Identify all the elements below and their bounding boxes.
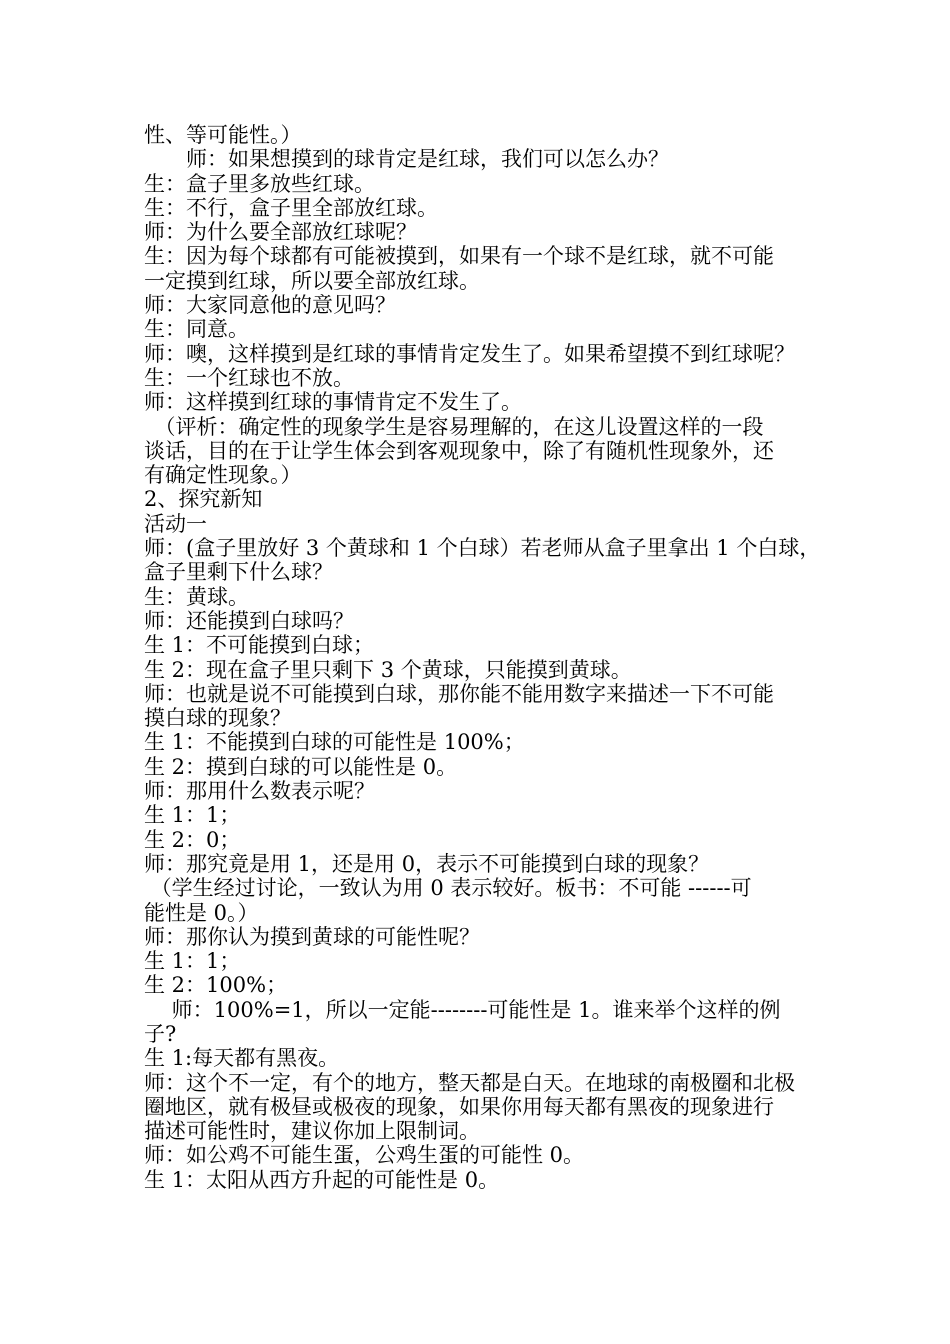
text-line: 生：因为每个球都有可能被摸到，如果有一个球不是红球，就不可能 (144, 244, 774, 269)
text-line: 生：不行，盒子里全部放红球。 (144, 195, 438, 220)
text-line: 师：100%=1，所以一定能--------可能性是 1。谁来举个这样的例 (144, 997, 781, 1022)
text-line: 能性是 0。） (144, 900, 259, 925)
text-line: 生 1：1； (144, 949, 241, 974)
text-line: 师：那究竟是用 1，还是用 0，表示不可能摸到白球的现象？ (144, 851, 710, 876)
text-line: 生 2：100%； (144, 973, 288, 998)
document-body (144, 123, 824, 1192)
text-line: 师：为什么要全部放红球呢？ (144, 220, 417, 245)
text-line: 子? (144, 1021, 177, 1046)
text-line: 谈话，目的在于让学生体会到客观现象中，除了有随机性现象外，还 (144, 438, 774, 463)
text-line: 一定摸到红球，所以要全部放红球。 (144, 268, 480, 293)
text-line: 师：大家同意他的意见吗？ (144, 293, 396, 318)
text-line: 师：那用什么数表示呢？ (144, 779, 375, 804)
text-line: 生：一个红球也不放。 (144, 365, 354, 390)
text-line: （学生经过讨论，一致认为用 0 表示较好。板书：不可能 ------可 (144, 876, 752, 901)
text-line: 师：还能摸到白球吗？ (144, 608, 354, 633)
text-line: 生 2：摸到白球的可以能性是 0。 (144, 754, 458, 779)
text-line: 生 1：不可能摸到白球； (144, 633, 375, 658)
text-line: 师：如果想摸到的球肯定是红球，我们可以怎么办？ (144, 147, 669, 172)
text-line: 生 1：不能摸到白球的可能性是 100%； (144, 730, 525, 755)
text-line: 师：噢，这样摸到是红球的事情肯定发生了。如果希望摸不到红球呢？ (144, 341, 795, 366)
text-line: 活动一 (144, 511, 207, 536)
text-line: 师：也就是说不可能摸到白球，那你能不能用数字来描述一下不可能 (144, 681, 774, 706)
text-line: （评析：确定性的现象学生是容易理解的，在这儿设置这样的一段 (144, 414, 764, 439)
text-line: 生 1：太阳从西方升起的可能性是 0。 (144, 1167, 500, 1192)
text-line: 生 1:每天都有黑夜。 (144, 1046, 340, 1071)
text-line: 师：如公鸡不可能生蛋，公鸡生蛋的可能性 0。 (144, 1143, 585, 1168)
text-line: 2、探究新知 (144, 487, 263, 512)
text-line: 生 2：现在盒子里只剩下 3 个黄球，只能摸到黄球。 (144, 657, 632, 682)
text-line: 有确定性现象。） (144, 463, 302, 488)
text-line: 圈地区，就有极昼或极夜的现象，如果你用每天都有黑夜的现象进行 (144, 1094, 774, 1119)
text-line: 性、等可能性。） (144, 123, 302, 147)
text-line: 师：这样摸到红球的事情肯定不发生了。 (144, 390, 522, 415)
text-line: 生：同意。 (144, 317, 249, 342)
text-line: 描述可能性时，建议你加上限制词。 (144, 1119, 480, 1144)
text-line: 盒子里剩下什么球？ (144, 560, 333, 585)
text-line: 师：这个不一定，有个的地方，整天都是白天。在地球的南极圈和北极 (144, 1070, 795, 1095)
text-line: 师：那你认为摸到黄球的可能性呢？ (144, 924, 480, 949)
text-line: 生 1：1； (144, 803, 241, 828)
text-line: 生：黄球。 (144, 584, 249, 609)
text-line: 生：盒子里多放些红球。 (144, 171, 375, 196)
text-line: 生 2：0； (144, 827, 241, 852)
text-line: 摸白球的现象？ (144, 706, 291, 731)
text-line: 师：(盒子里放好 3 个黄球和 1 个白球）若老师从盒子里拿出 1 个白球， (144, 536, 821, 561)
